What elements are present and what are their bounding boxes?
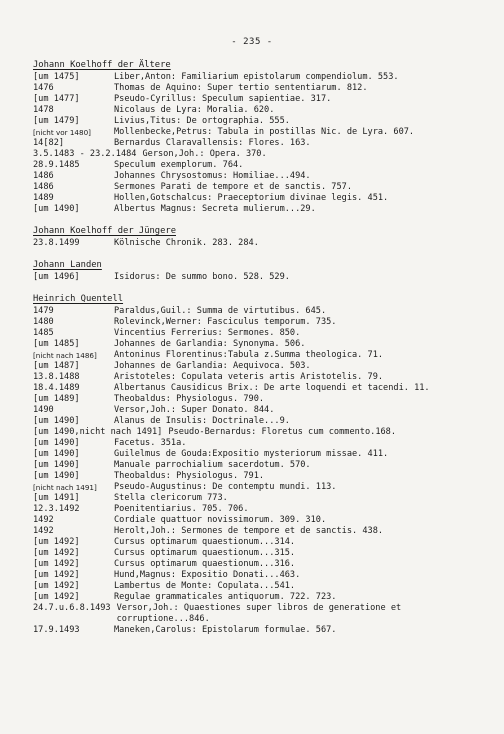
entry-text: Cursus optimarum quaestionum...314. bbox=[114, 537, 296, 547]
entry-date: [nicht nach 1491] bbox=[33, 483, 97, 492]
entry-date: [um 1477] bbox=[33, 94, 80, 104]
entry-date: 23.8.1499 bbox=[33, 238, 80, 248]
entry-text: Antoninus Florentinus:Tabula z.Summa theologica. 71. bbox=[114, 350, 384, 360]
entry-text: Albertanus Causidicus Brix.: De arte loquendi et tacendi. 11. bbox=[114, 383, 430, 393]
entry-row bbox=[33, 127, 483, 138]
printer-heading: Johann Koelhoff der Ältere bbox=[33, 60, 171, 70]
entry-date: [nicht vor 1480] bbox=[33, 128, 91, 137]
entry-date: [um 1492] bbox=[33, 537, 80, 547]
entry-text: Alanus de Insulis: Doctrinale...9. bbox=[114, 416, 290, 426]
entry-date: [um 1490] bbox=[33, 449, 80, 459]
entry-row bbox=[33, 570, 483, 581]
entry-text: Isidorus: De summo bono. 528. 529. bbox=[114, 272, 290, 282]
entry-row bbox=[33, 471, 483, 482]
entry-row bbox=[33, 149, 483, 160]
entry-row bbox=[33, 548, 483, 559]
entry-text: Johannes Chrysostomus: Homiliae...494. bbox=[114, 171, 311, 181]
printer-section bbox=[33, 260, 483, 283]
entry-text: Versor,Joh.: Quaestiones super libros de generatione et corruptione...846. bbox=[116, 603, 402, 624]
entry-date: 1490 bbox=[33, 405, 54, 415]
entry-row bbox=[33, 238, 483, 249]
entry-date: 24.7.u.6.8.1493 bbox=[33, 603, 111, 613]
entry-row bbox=[33, 94, 483, 105]
entry-text: Guilelmus de Gouda:Expositio mysteriorum missae. 411. bbox=[114, 449, 389, 459]
entry-row bbox=[33, 350, 483, 361]
entry-row bbox=[33, 449, 483, 460]
entry-row bbox=[33, 339, 483, 350]
entry-text: Johannes de Garlandia: Aequivoca. 503. bbox=[114, 361, 311, 371]
entry-row bbox=[33, 405, 483, 416]
entry-text: Thomas de Aquino: Super tertio sententiarum. 812. bbox=[114, 83, 368, 93]
entry-text: Johannes de Garlandia: Synonyma. 506. bbox=[114, 339, 306, 349]
entry-row bbox=[33, 394, 483, 405]
entry-text: Theobaldus: Physiologus. 791. bbox=[114, 471, 265, 481]
entry-text: Kölnische Chronik. 283. 284. bbox=[114, 238, 259, 248]
entry-text: Facetus. 351a. bbox=[114, 438, 187, 448]
entry-date: [um 1490] bbox=[33, 460, 80, 470]
entry-text: Livius,Titus: De ortographia. 555. bbox=[114, 116, 290, 126]
entry-date: 1492 bbox=[33, 526, 54, 536]
entry-date: 1485 bbox=[33, 328, 54, 338]
entry-row bbox=[33, 138, 483, 149]
entry-date: 12.3.1492 bbox=[33, 504, 80, 514]
entry-text: Gerson,Joh.: Opera. 370. bbox=[142, 149, 267, 159]
entry-row bbox=[33, 460, 483, 471]
entry-text: Vincentius Ferrerius: Sermones. 850. bbox=[114, 328, 301, 338]
entry-row bbox=[33, 361, 483, 372]
entry-row bbox=[33, 515, 483, 526]
entry-date: [um 1490] bbox=[33, 471, 80, 481]
entry-date: 1486 bbox=[33, 182, 54, 192]
entry-text: Aristoteles: Copulata veteris artis Aristotelis. 79. bbox=[114, 372, 384, 382]
entry-date: [um 1492] bbox=[33, 559, 80, 569]
entry-date: [um 1490] bbox=[33, 416, 80, 426]
entry-date: [um 1487] bbox=[33, 361, 80, 371]
entry-date: 17.9.1493 bbox=[33, 625, 80, 635]
entry-text: Pseudo-Bernardus: Floretus cum commento.168. bbox=[168, 427, 397, 437]
entry-date: [um 1490] bbox=[33, 204, 80, 214]
entry-row bbox=[33, 317, 483, 328]
entry-text: Versor,Joh.: Super Donato. 844. bbox=[114, 405, 275, 415]
entry-text: Stella clericorum 773. bbox=[114, 493, 228, 503]
entry-row bbox=[33, 328, 483, 339]
entry-text: Poenitentiarius. 705. 706. bbox=[114, 504, 249, 514]
entry-date: 1489 bbox=[33, 193, 54, 203]
entry-row bbox=[33, 482, 483, 493]
entry-text: Nicolaus de Lyra: Moralia. 620. bbox=[114, 105, 275, 115]
entry-text: Bernardus Claravallensis: Flores. 163. bbox=[114, 138, 311, 148]
entry-row bbox=[33, 603, 483, 625]
entry-date: 1486 bbox=[33, 171, 54, 181]
entry-text: Liber,Anton: Familiarium epistolarum compendiolum. 553. bbox=[114, 72, 399, 82]
entry-text: Pseudo-Augustinus: De contemptu mundi. 113. bbox=[114, 482, 337, 492]
entry-date: [um 1492] bbox=[33, 570, 80, 580]
page-number: - 235 - bbox=[231, 37, 273, 47]
entry-date: 1476 bbox=[33, 83, 54, 93]
entry-row bbox=[33, 372, 483, 383]
entry-date: 18.4.1489 bbox=[33, 383, 80, 393]
entry-date: [um 1489] bbox=[33, 394, 80, 404]
entry-date: 1492 bbox=[33, 515, 54, 525]
printer-section bbox=[33, 60, 483, 215]
entry-row bbox=[33, 160, 483, 171]
entry-row bbox=[33, 581, 483, 592]
entry-text: Theobaldus: Physiologus. 790. bbox=[114, 394, 265, 404]
entry-date: [um 1490,nicht nach 1491] bbox=[33, 427, 163, 437]
entry-row bbox=[33, 416, 483, 427]
entry-date: [um 1475] bbox=[33, 72, 80, 82]
entry-date: 14[82] bbox=[33, 138, 65, 148]
entry-text: Maneken,Carolus: Epistolarum formulae. 567. bbox=[114, 625, 337, 635]
printer-heading: Heinrich Quentell bbox=[33, 294, 124, 304]
entry-date: [um 1485] bbox=[33, 339, 80, 349]
entry-text: Lambertus de Monte: Copulata...541. bbox=[114, 581, 296, 591]
entry-row bbox=[33, 559, 483, 570]
entry-row bbox=[33, 306, 483, 317]
entry-row bbox=[33, 493, 483, 504]
entry-date: [um 1496] bbox=[33, 272, 80, 282]
entry-text: Pseudo-Cyrillus: Speculum sapientiae. 317. bbox=[114, 94, 332, 104]
entry-text: Hollen,Gotschalcus: Praeceptorium divinae legis. 451. bbox=[114, 193, 389, 203]
entry-row bbox=[33, 204, 483, 215]
entry-date: 28.9.1485 bbox=[33, 160, 80, 170]
entry-date: 1480 bbox=[33, 317, 54, 327]
entry-row bbox=[33, 383, 483, 394]
entry-row bbox=[33, 72, 483, 83]
printer-heading: Johann Koelhoff der Jüngere bbox=[33, 226, 176, 236]
entry-date: [um 1492] bbox=[33, 592, 80, 602]
entry-row bbox=[33, 272, 483, 283]
entry-date: 1478 bbox=[33, 105, 54, 115]
entry-row bbox=[33, 438, 483, 449]
entry-row bbox=[33, 537, 483, 548]
entry-row bbox=[33, 526, 483, 537]
entry-row bbox=[33, 504, 483, 515]
entry-text: Paraldus,Guil.: Summa de virtutibus. 645. bbox=[114, 306, 327, 316]
printer-section bbox=[33, 226, 483, 249]
entry-row bbox=[33, 625, 483, 636]
entry-text: Hund,Magnus: Expositio Donati...463. bbox=[114, 570, 301, 580]
entry-date: 1479 bbox=[33, 306, 54, 316]
entry-date: [um 1492] bbox=[33, 548, 80, 558]
entry-row bbox=[33, 427, 483, 438]
entry-row bbox=[33, 592, 483, 603]
entry-date: [nicht nach 1486] bbox=[33, 351, 97, 360]
entry-text: Rolevinck,Werner: Fasciculus temporum. 735. bbox=[114, 317, 337, 327]
entry-text: Sermones Parati de tempore et de sanctis. 757. bbox=[114, 182, 352, 192]
entry-text: Cursus optimarum quaestionum...316. bbox=[114, 559, 296, 569]
entry-row bbox=[33, 182, 483, 193]
bibliography-list bbox=[33, 60, 483, 647]
printer-heading: Johann Landen bbox=[33, 260, 102, 270]
printer-section bbox=[33, 294, 483, 636]
entry-row bbox=[33, 105, 483, 116]
entry-row bbox=[33, 193, 483, 204]
entry-date: [um 1479] bbox=[33, 116, 80, 126]
entry-date: 13.8.1488 bbox=[33, 372, 80, 382]
entry-text: Mollenbecke,Petrus: Tabula in postillas Nic. de Lyra. 607. bbox=[114, 127, 415, 137]
entry-text: Regulae grammaticales antiquorum. 722. 723. bbox=[114, 592, 337, 602]
entry-text: Herolt,Joh.: Sermones de tempore et de sanctis. 438. bbox=[114, 526, 384, 536]
entry-row bbox=[33, 116, 483, 127]
entry-text: Cursus optimarum quaestionum...315. bbox=[114, 548, 296, 558]
entry-row bbox=[33, 171, 483, 182]
entry-text: Cordiale quattuor novissimorum. 309. 310. bbox=[114, 515, 327, 525]
entry-date: [um 1490] bbox=[33, 438, 80, 448]
entry-text: Manuale parrochialium sacerdotum. 570. bbox=[114, 460, 311, 470]
entry-date: 3.5.1483 - 23.2.1484 bbox=[33, 149, 137, 159]
entry-date: [um 1492] bbox=[33, 581, 80, 591]
entry-date: [um 1491] bbox=[33, 493, 80, 503]
entry-row bbox=[33, 83, 483, 94]
entry-text: Speculum exemplorum. 764. bbox=[114, 160, 244, 170]
entry-text: Albertus Magnus: Secreta mulierum...29. bbox=[114, 204, 316, 214]
